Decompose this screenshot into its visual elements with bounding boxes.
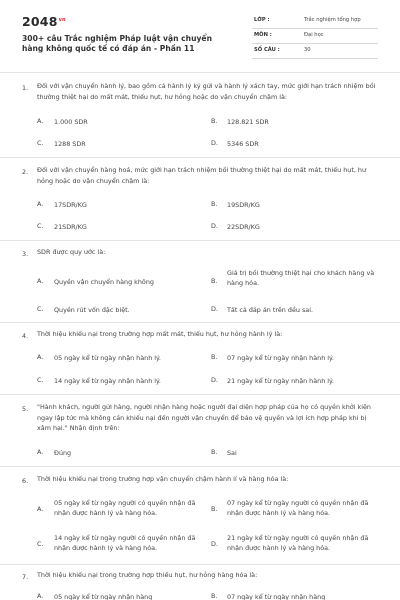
option-text[interactable]: 14 ngày kể từ ngày người có quyền nhận đã nhận được hành lý và hàng hóa.	[54, 534, 196, 552]
option-letter: B.	[211, 353, 218, 361]
question-divider	[0, 466, 400, 467]
option-text[interactable]: Sai	[227, 449, 237, 457]
question-text: Thời hiệu khiếu nại trong trường hợp mất mát, thiếu hụt, hư hỏng hành lý là:	[37, 330, 283, 338]
subject-value: Đại học	[304, 32, 324, 38]
option-text[interactable]: Quyền vận chuyển hàng không	[54, 278, 154, 286]
question-number: 2.	[22, 168, 29, 176]
option-letter: A.	[37, 505, 44, 513]
question-divider	[0, 322, 400, 323]
question-text: SDR được quy ước là:	[37, 248, 106, 256]
question-number: 5.	[22, 405, 29, 413]
option-text[interactable]: Giá trị bồi thường thiệt hại cho khách hàng và hàng hóa.	[227, 269, 375, 287]
option-text[interactable]: 07 ngày kể từ ngày người có quyền nhận đã nhận được hành lý và hàng hóa.	[227, 499, 369, 517]
option-text[interactable]: Đúng	[54, 449, 72, 457]
question-text: Đối với vận chuyển hàng hoá, mức giới hạn trách nhiệm bồi thường thiệt hại do mất mát, thiếu hụt, hư hỏng hoặc do vận chuyển chậm là:	[37, 166, 367, 185]
question-number: 3.	[22, 250, 29, 258]
logo-suffix: vn	[58, 16, 66, 23]
count-value: 30	[304, 47, 311, 53]
option-text[interactable]: 5346 SDR	[227, 140, 259, 148]
question-number: 6.	[22, 477, 29, 485]
option-text[interactable]: 05 ngày kể từ ngày người có quyền nhận đã nhận được hành lý và hàng hóa.	[54, 499, 196, 517]
question-divider	[0, 240, 400, 241]
option-letter: D.	[211, 222, 218, 230]
option-letter: B.	[211, 200, 218, 208]
option-letter: B.	[211, 592, 218, 600]
option-letter: A.	[37, 117, 44, 125]
meta-table	[252, 14, 378, 59]
option-text[interactable]: 21 ngày kể từ ngày nhận hành lý.	[227, 377, 334, 385]
option-letter: A.	[37, 353, 44, 361]
count-label: SỐ CÂU :	[254, 47, 280, 53]
site-logo[interactable]	[22, 14, 66, 29]
question-divider	[0, 157, 400, 158]
option-letter: C.	[37, 222, 44, 230]
option-text[interactable]: 07 ngày kể từ ngày nhận hành lý.	[227, 354, 334, 362]
question-text: "Hành khách, người gửi hàng, người nhận hàng hoặc người đại diện hợp pháp của họ có quyền khởi kiện ngay lập tức mà không cần khiếu nại đến người vận chuyển để bảo vệ quyền và lợi ích hợp pháp khi bị xâm hại." Nhận định trên:	[37, 403, 371, 432]
question-text: Đối với vận chuyển hành lý, bao gồm cả hành lý ký gửi và hành lý xách tay, mức giới hạn trách nhiệm bồi thường thiệt hại do mất mát, thiếu hụt, hư hỏng hoặc do vận chuyển chậm là:	[37, 82, 376, 101]
subject-label: MÔN :	[254, 32, 272, 38]
option-text[interactable]: 05 ngày kể từ ngày nhận hàng	[54, 593, 153, 600]
option-text[interactable]: 19SDR/KG	[227, 201, 260, 209]
option-letter: D.	[211, 540, 218, 548]
option-text[interactable]: Quyền rút vốn đặc biệt.	[54, 306, 130, 314]
option-letter: A.	[37, 592, 44, 600]
option-text[interactable]: 05 ngày kể từ ngày nhận hành lý.	[54, 354, 161, 362]
option-letter: A.	[37, 277, 44, 285]
option-text[interactable]: 14 ngày kể từ ngày nhận hành lý.	[54, 377, 161, 385]
document-title: 300+ câu Trắc nghiệm Pháp luật vận chuyển hàng không quốc tế có đáp án - Phần 11	[22, 34, 212, 53]
question-number: 1.	[22, 84, 29, 92]
header-divider	[0, 72, 400, 73]
meta-row-subject	[252, 29, 378, 44]
meta-row-class	[252, 14, 378, 29]
option-letter: C.	[37, 305, 44, 313]
option-text[interactable]: 17SDR/KG	[54, 201, 87, 209]
document-header	[22, 12, 378, 64]
option-letter: C.	[37, 376, 44, 384]
option-letter: A.	[37, 448, 44, 456]
option-letter: B.	[211, 505, 218, 513]
option-letter: D.	[211, 376, 218, 384]
option-letter: C.	[37, 540, 44, 548]
question-text: Thời hiệu khiếu nại trong trường hợp vận chuyển chậm hành lí và hàng hóa là:	[37, 475, 289, 483]
option-letter: A.	[37, 200, 44, 208]
option-text[interactable]: 128.821 SDR	[227, 118, 269, 126]
question-divider	[0, 394, 400, 395]
option-text[interactable]: 21 ngày kể từ ngày người có quyền nhận đã nhận được hành lý và hàng hóa.	[227, 534, 369, 552]
question-number: 7.	[22, 573, 29, 581]
option-text[interactable]: 1.000 SDR	[54, 118, 88, 126]
class-label: LỚP :	[254, 17, 270, 23]
option-text[interactable]: 22SDR/KG	[227, 223, 260, 231]
question-number: 4.	[22, 332, 29, 340]
option-letter: C.	[37, 139, 44, 147]
meta-row-count	[252, 44, 378, 59]
logo-text: 2048	[22, 14, 58, 29]
option-letter: D.	[211, 305, 218, 313]
class-value: Trắc nghiệm tổng hợp	[304, 17, 361, 23]
option-letter: B.	[211, 448, 218, 456]
question-divider	[0, 564, 400, 565]
option-letter: B.	[211, 117, 218, 125]
option-text[interactable]: Tất cả đáp án trên đều sai.	[227, 306, 314, 314]
option-text[interactable]: 1288 SDR	[54, 140, 86, 148]
option-text[interactable]: 07 ngày kể từ ngày nhận hàng	[227, 593, 326, 600]
option-letter: B.	[211, 277, 218, 285]
question-text: Thời hiệu khiếu nại trong trường hợp thiếu hụt, hư hỏng hàng hóa là:	[37, 571, 258, 579]
option-letter: D.	[211, 139, 218, 147]
option-text[interactable]: 21SDR/KG	[54, 223, 87, 231]
